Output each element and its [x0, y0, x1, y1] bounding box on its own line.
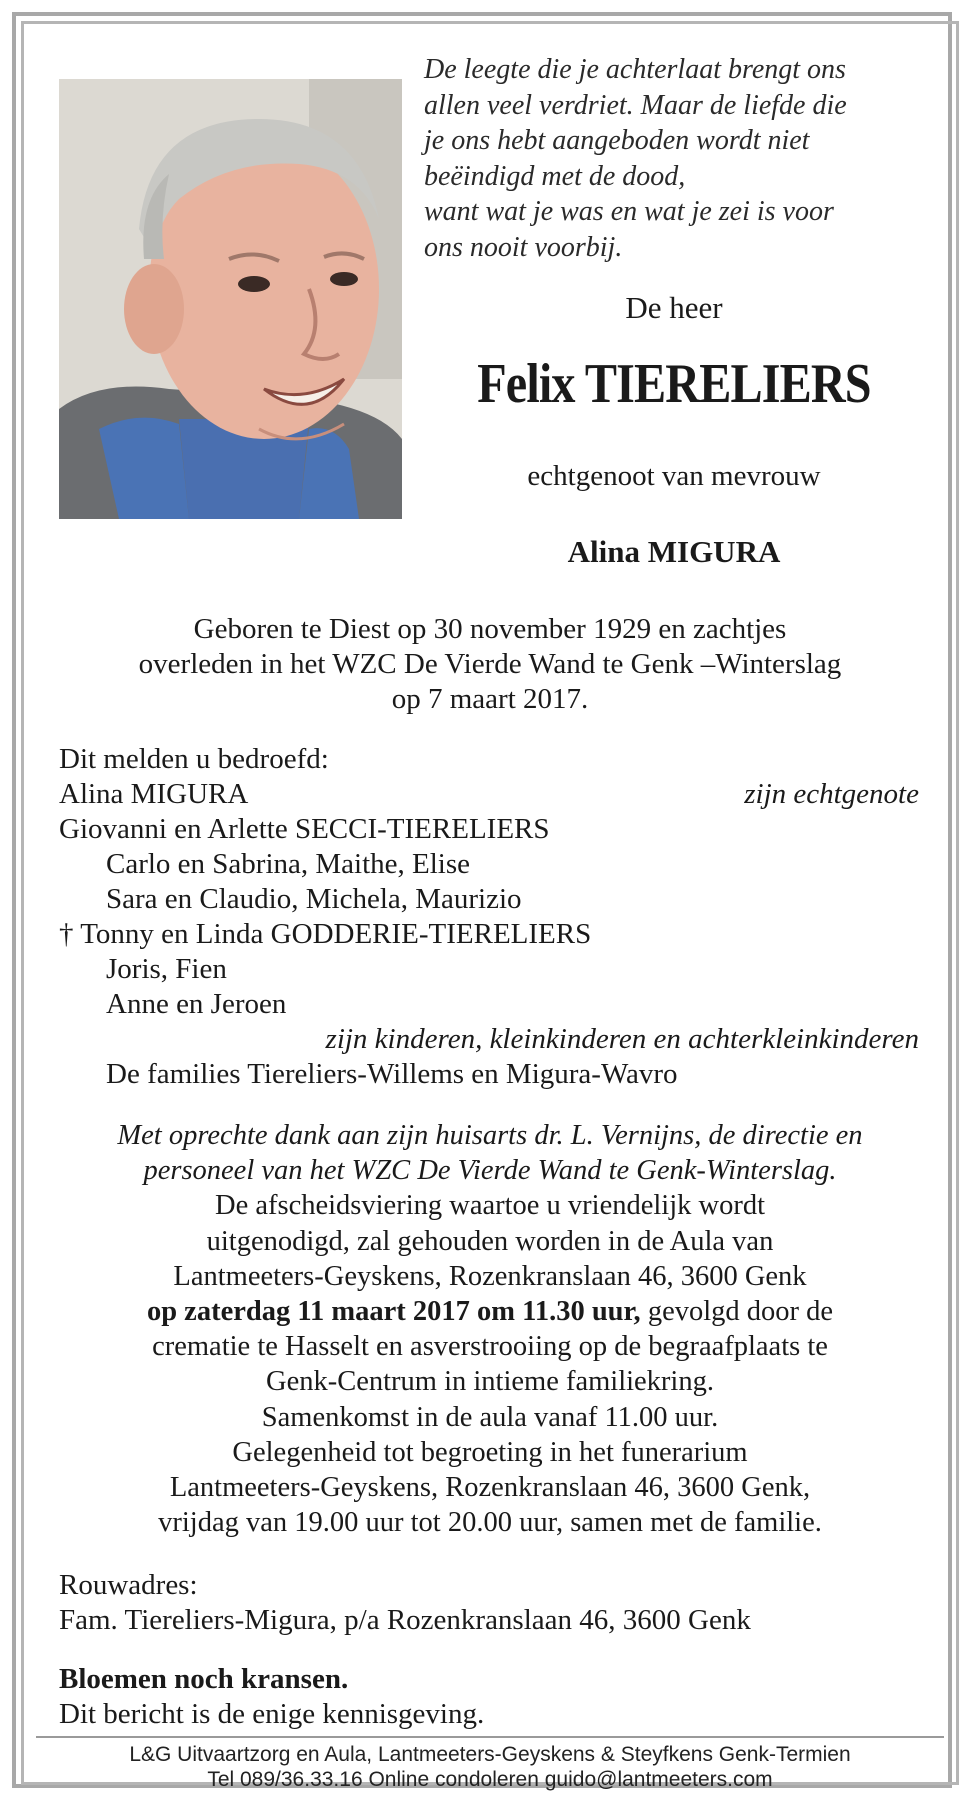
address-label: Rouwadres: — [59, 1569, 198, 1601]
ceremony-date-line — [40, 1294, 940, 1329]
ceremony-line: vrijdag van 19.00 uur tot 20.00 uur, samen met de familie. — [158, 1507, 822, 1539]
ceremony-line: Lantmeeters-Geyskens, Rozenkranslaan 46, 3600 Genk, — [169, 1472, 811, 1504]
thanks-line: personeel van het WZC De Vierde Wand te Genk-Winterslag. — [143, 1155, 837, 1187]
poem-line: je ons hebt aangeboden wordt niet — [424, 125, 810, 156]
thanks-line: Met oprechte dank aan zijn huisarts dr. L. Vernijns, de directie en — [117, 1120, 863, 1151]
ceremony-line: De afscheidsviering waartoe u vriendelijk wordt — [214, 1190, 766, 1222]
children-role: zijn kinderen, kleinkinderen en achterkleinkinderen — [325, 1023, 919, 1055]
address-value: Fam. Tiereliers-Migura, p/a Rozenkranslaan 46, 3600 Genk — [59, 1604, 751, 1636]
grandchildren-row: Sara en Claudio, Michela, Maurizio — [106, 883, 522, 915]
ceremony-line: Lantmeeters-Geyskens, Rozenkranslaan 46, 3600 Genk — [173, 1260, 807, 1292]
footer-line: Tel 089/36.33.16 Online condoleren guido@lantmeeters.com — [207, 1768, 773, 1791]
bio-line: overleden in het WZC De Vierde Wand te Genk –Winterslag — [138, 648, 842, 680]
ceremony-line: uitgenodigd, zal gehouden worden in de Aula van — [206, 1225, 774, 1257]
mourning-address — [59, 1568, 751, 1638]
poem-line: beëindigd met de dood, — [424, 160, 686, 192]
family-row: † Tonny en Linda GODDERIE-TIERELIERS — [59, 918, 592, 950]
announce-intro: Dit melden u bedroefd: — [59, 743, 329, 775]
portrait-photo — [59, 79, 402, 519]
grandchildren-row: Carlo en Sabrina, Maithe, Elise — [106, 848, 471, 880]
funeral-home-footer — [40, 1742, 940, 1792]
ceremony-line: Samenkomst in de aula vanaf 11.00 uur. — [261, 1401, 719, 1433]
family-row: Giovanni en Arlette SECCI-TIERELIERS — [59, 813, 550, 845]
poem-line: De leegte die je achterlaat brengt ons — [424, 54, 846, 85]
ceremony-line: Gelegenheid tot begroeting in het funerarium — [232, 1436, 748, 1468]
memorial-poem — [424, 52, 944, 265]
poem-line: want wat je was en wat je zei is voor — [424, 196, 834, 227]
thanks-and-ceremony — [40, 1118, 940, 1540]
ceremony-date-rest: gevolgd door de — [640, 1296, 834, 1328]
deceased-name: Felix TIERELIERS — [477, 353, 871, 415]
grandchildren-row: Anne en Jeroen — [106, 988, 287, 1020]
only-notice: Dit bericht is de enige kennisgeving. — [59, 1698, 485, 1730]
family-announcement — [59, 742, 919, 1092]
grandchildren-row: Joris, Fien — [106, 953, 227, 985]
closing-notice — [59, 1662, 484, 1732]
spouse-name: Alina MIGURA — [567, 534, 781, 569]
ceremony-line: Genk-Centrum in intieme familiekring. — [266, 1366, 714, 1398]
footer-divider — [36, 1736, 944, 1738]
no-flowers-notice: Bloemen noch kransen. — [59, 1663, 349, 1695]
biography — [40, 612, 940, 717]
footer-line: L&G Uitvaartzorg en Aula, Lantmeeters-Geyskens & Steyfkens Genk-Termien — [129, 1743, 851, 1766]
spouse-row-role: zijn echtgenote — [744, 778, 919, 810]
ceremony-line: crematie te Hasselt en asverstrooiing op de begraafplaats te — [152, 1331, 828, 1363]
spouse-row — [59, 777, 919, 812]
spouse-label: echtgenoot van mevrouw — [527, 460, 821, 492]
bio-line: op 7 maart 2017. — [391, 683, 589, 715]
bio-line: Geboren te Diest op 30 november 1929 en zachtjes — [193, 613, 787, 645]
spouse-row-name: Alina MIGURA — [59, 778, 249, 810]
poem-line: allen veel verdriet. Maar de liefde die — [424, 89, 847, 121]
title-prefix: De heer — [625, 290, 723, 325]
families-row: De families Tiereliers-Willems en Migura-Wavro — [106, 1058, 678, 1090]
poem-line: ons nooit voorbij. — [424, 231, 623, 263]
portrait-illustration — [59, 79, 402, 519]
ceremony-date: op zaterdag 11 maart 2017 om 11.30 uur, — [146, 1296, 641, 1328]
